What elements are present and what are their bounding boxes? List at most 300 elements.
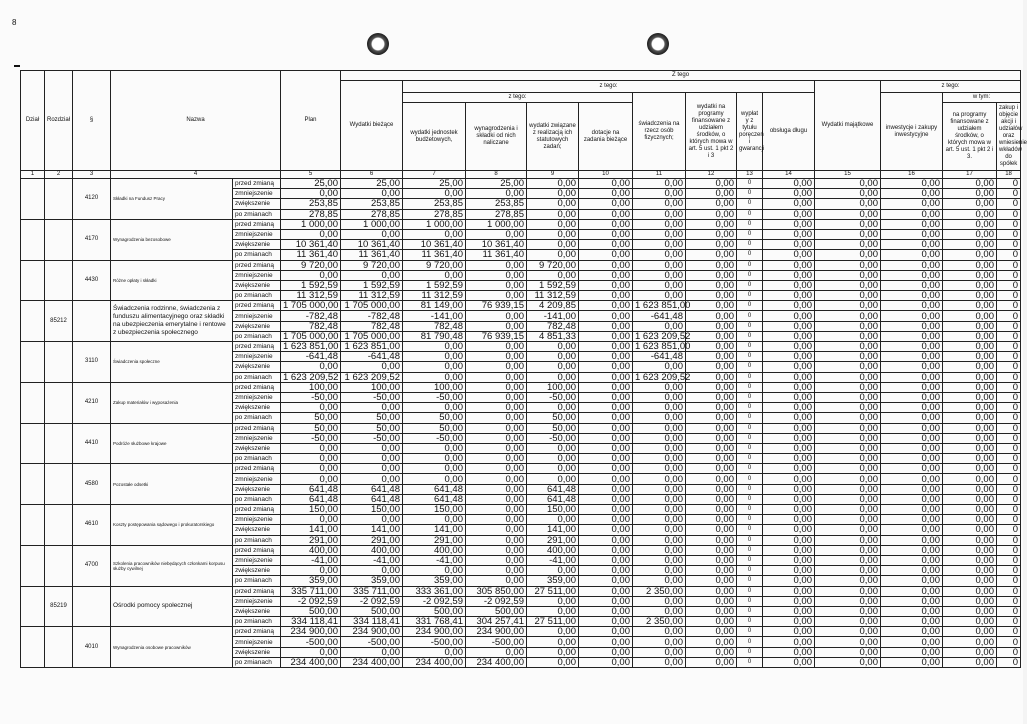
rozdzial-cell: 85212 xyxy=(45,301,73,342)
value-cell: 0 xyxy=(997,219,1021,229)
value-cell: 0,00 xyxy=(633,260,686,270)
value-cell: 0,00 xyxy=(815,535,881,545)
value-cell: 0,00 xyxy=(341,443,403,453)
value-cell: 0,00 xyxy=(579,627,633,637)
value-cell: 0,00 xyxy=(527,372,579,382)
value-cell: 0,00 xyxy=(763,301,815,311)
change-type-label: zmniejszenie xyxy=(233,515,281,525)
item-name-cell: Ośrodki pomocy społecznej xyxy=(111,586,233,627)
value-cell: 0,00 xyxy=(763,617,815,627)
value-cell: 0 xyxy=(737,321,763,331)
value-cell: 0 xyxy=(997,331,1021,341)
value-cell: 0 xyxy=(997,189,1021,199)
value-cell: 0,00 xyxy=(686,657,737,667)
value-cell: 0,00 xyxy=(579,209,633,219)
value-cell: 0,00 xyxy=(633,280,686,290)
value-cell: 0,00 xyxy=(815,443,881,453)
value-cell: 0,00 xyxy=(943,301,997,311)
change-type-label: po zmianach xyxy=(233,657,281,667)
value-cell: 0,00 xyxy=(466,484,527,494)
value-cell: 141,00 xyxy=(403,525,466,535)
change-type-label: przed zmianą xyxy=(233,219,281,229)
change-type-label: zwiększenie xyxy=(233,280,281,290)
value-cell: 0,00 xyxy=(943,433,997,443)
item-name-cell: Świadczenia rodzinne, świadczenia z funduszu alimentacyjnego oraz składki na ubezpieczenia emerytalne i rentowe z ubezpieczenia społecznego xyxy=(111,301,233,342)
value-cell: 0,00 xyxy=(881,229,943,239)
value-cell: 0,00 xyxy=(281,515,341,525)
value-cell: 0,00 xyxy=(881,464,943,474)
value-cell: 253,85 xyxy=(281,199,341,209)
value-cell: 0,00 xyxy=(686,627,737,637)
value-cell: 0,00 xyxy=(579,525,633,535)
value-cell: 0,00 xyxy=(943,260,997,270)
value-cell: 0 xyxy=(997,199,1021,209)
value-cell: 0,00 xyxy=(881,586,943,596)
value-cell: 0 xyxy=(737,189,763,199)
value-cell: 0,00 xyxy=(815,657,881,667)
value-cell: 0 xyxy=(737,331,763,341)
value-cell: 0,00 xyxy=(815,505,881,515)
value-cell: 0,00 xyxy=(763,189,815,199)
value-cell: 141,00 xyxy=(527,525,579,535)
value-cell: 0,00 xyxy=(466,525,527,535)
paragraph-cell: 4410 xyxy=(73,423,111,464)
dzial-cell xyxy=(21,260,45,301)
value-cell: 0,00 xyxy=(686,525,737,535)
value-cell: 0,00 xyxy=(763,586,815,596)
value-cell: 0,00 xyxy=(763,372,815,382)
value-cell: -41,00 xyxy=(281,555,341,565)
value-cell: 0,00 xyxy=(579,474,633,484)
value-cell: 0,00 xyxy=(881,392,943,402)
value-cell: 0,00 xyxy=(763,484,815,494)
value-cell: 0 xyxy=(737,250,763,260)
value-cell: 0 xyxy=(997,637,1021,647)
value-cell: 0,00 xyxy=(403,352,466,362)
value-cell: 278,85 xyxy=(403,209,466,219)
value-cell: 0,00 xyxy=(815,484,881,494)
value-cell: 0,00 xyxy=(579,291,633,301)
value-cell: 0 xyxy=(737,199,763,209)
col-number: 3 xyxy=(73,171,111,179)
value-cell: 0 xyxy=(997,494,1021,504)
value-cell: 0 xyxy=(737,240,763,250)
value-cell: 0 xyxy=(997,423,1021,433)
paragraph-cell xyxy=(73,586,111,627)
value-cell: 0 xyxy=(997,657,1021,667)
value-cell: 0 xyxy=(737,505,763,515)
value-cell: 0,00 xyxy=(466,505,527,515)
value-cell: 11 361,40 xyxy=(466,250,527,260)
dzial-cell xyxy=(21,382,45,423)
value-cell: 0,00 xyxy=(763,403,815,413)
value-cell: 0,00 xyxy=(881,637,943,647)
value-cell: 0,00 xyxy=(686,596,737,606)
value-cell: 0 xyxy=(737,352,763,362)
value-cell: -2 092,59 xyxy=(403,596,466,606)
value-cell: 0 xyxy=(737,342,763,352)
value-cell: 253,85 xyxy=(341,199,403,209)
value-cell: 0,00 xyxy=(686,464,737,474)
value-cell: 0,00 xyxy=(686,260,737,270)
value-cell: 81 790,48 xyxy=(403,331,466,341)
value-cell: 234 400,00 xyxy=(341,657,403,667)
value-cell: 0,00 xyxy=(466,413,527,423)
value-cell: -500,00 xyxy=(466,637,527,647)
change-type-label: przed zmianą xyxy=(233,260,281,270)
value-cell: 1 000,00 xyxy=(281,219,341,229)
value-cell: 0 xyxy=(737,179,763,189)
value-cell: 0 xyxy=(737,576,763,586)
value-cell: 0 xyxy=(737,617,763,627)
value-cell: 0,00 xyxy=(633,413,686,423)
value-cell: 0,00 xyxy=(763,443,815,453)
value-cell: 641,48 xyxy=(341,484,403,494)
value-cell: 0,00 xyxy=(579,189,633,199)
value-cell: 0,00 xyxy=(881,596,943,606)
value-cell: 0,00 xyxy=(763,280,815,290)
value-cell: 0,00 xyxy=(686,555,737,565)
value-cell: -41,00 xyxy=(527,555,579,565)
value-cell: 50,00 xyxy=(527,423,579,433)
value-cell: 0,00 xyxy=(815,189,881,199)
table-row xyxy=(21,586,1021,596)
value-cell: 0,00 xyxy=(579,566,633,576)
value-cell: 0 xyxy=(997,647,1021,657)
value-cell: 0,00 xyxy=(403,342,466,352)
dzial-cell xyxy=(21,586,45,627)
value-cell: 0,00 xyxy=(466,189,527,199)
value-cell: 0,00 xyxy=(686,413,737,423)
value-cell: 0 xyxy=(997,535,1021,545)
value-cell: 0,00 xyxy=(943,566,997,576)
value-cell: 0,00 xyxy=(466,260,527,270)
value-cell: 0,00 xyxy=(579,464,633,474)
value-cell: 0 xyxy=(997,525,1021,535)
paragraph-cell: 4170 xyxy=(73,219,111,260)
value-cell: 0,00 xyxy=(763,362,815,372)
value-cell: -641,48 xyxy=(633,352,686,362)
value-cell: 0 xyxy=(737,209,763,219)
value-cell: 0,00 xyxy=(815,606,881,616)
value-cell: 0,00 xyxy=(403,403,466,413)
rozdzial-cell xyxy=(45,505,73,546)
value-cell: 0,00 xyxy=(815,454,881,464)
value-cell: 0,00 xyxy=(579,382,633,392)
value-cell: 0,00 xyxy=(763,311,815,321)
table-row xyxy=(21,219,1021,229)
value-cell: 0 xyxy=(997,566,1021,576)
value-cell: 0,00 xyxy=(341,566,403,576)
value-cell: 0,00 xyxy=(686,545,737,555)
value-cell: 0 xyxy=(737,219,763,229)
change-type-label: przed zmianą xyxy=(233,179,281,189)
value-cell: 0,00 xyxy=(686,240,737,250)
value-cell: 0,00 xyxy=(686,403,737,413)
value-cell: 0 xyxy=(997,413,1021,423)
value-cell: 0,00 xyxy=(763,342,815,352)
header-inwestycje: inwestycje i zakupy inwestycyjne xyxy=(881,93,943,171)
value-cell: 100,00 xyxy=(281,382,341,392)
value-cell: 0 xyxy=(737,311,763,321)
value-cell: 0,00 xyxy=(633,179,686,189)
col-number: 9 xyxy=(527,171,579,179)
rozdzial-cell xyxy=(45,464,73,505)
change-type-label: zwiększenie xyxy=(233,321,281,331)
paragraph-cell: 4430 xyxy=(73,260,111,301)
value-cell: 0 xyxy=(997,382,1021,392)
value-cell: 4 209,85 xyxy=(527,301,579,311)
value-cell: 0,00 xyxy=(943,423,997,433)
value-cell: 0,00 xyxy=(815,260,881,270)
rozdzial-cell xyxy=(45,219,73,260)
value-cell: 291,00 xyxy=(403,535,466,545)
value-cell: -41,00 xyxy=(341,555,403,565)
value-cell: 0,00 xyxy=(633,443,686,453)
value-cell: 141,00 xyxy=(281,525,341,535)
value-cell: 0,00 xyxy=(686,362,737,372)
value-cell: 0,00 xyxy=(466,443,527,453)
value-cell: 1 592,59 xyxy=(281,280,341,290)
table-row xyxy=(21,545,1021,555)
value-cell: 0,00 xyxy=(943,280,997,290)
value-cell: 0,00 xyxy=(686,199,737,209)
value-cell: 500,00 xyxy=(281,606,341,616)
value-cell: 100,00 xyxy=(341,382,403,392)
item-name-cell: Pozostałe odsetki xyxy=(111,464,233,505)
rozdzial-cell xyxy=(45,342,73,383)
value-cell: 0,00 xyxy=(815,229,881,239)
header-programy-majatkowe: na programy finansowane z udziałem środków, o których mowa w art. 5 ust. 1 pkt 2 i 3. xyxy=(943,103,997,171)
value-cell: 0,00 xyxy=(466,545,527,555)
value-cell: 0,00 xyxy=(815,392,881,402)
value-cell: 10 361,40 xyxy=(341,240,403,250)
change-type-label: przed zmianą xyxy=(233,586,281,596)
value-cell: 0,00 xyxy=(579,403,633,413)
value-cell: 0,00 xyxy=(686,535,737,545)
value-cell: 0,00 xyxy=(403,566,466,576)
change-type-label: zmniejszenie xyxy=(233,433,281,443)
value-cell: 0,00 xyxy=(763,331,815,341)
value-cell: 0,00 xyxy=(633,209,686,219)
value-cell: 0,00 xyxy=(815,555,881,565)
value-cell: 0,00 xyxy=(815,311,881,321)
value-cell: 0,00 xyxy=(281,454,341,464)
value-cell: 1 623 209,52 xyxy=(281,372,341,382)
col-number: 13 xyxy=(737,171,763,179)
value-cell: 0,00 xyxy=(943,250,997,260)
value-cell: 50,00 xyxy=(281,423,341,433)
value-cell: 150,00 xyxy=(403,505,466,515)
value-cell: 0 xyxy=(737,464,763,474)
value-cell: 0,00 xyxy=(633,240,686,250)
value-cell: 0,00 xyxy=(686,576,737,586)
value-cell: 0,00 xyxy=(466,423,527,433)
value-cell: 0,00 xyxy=(686,301,737,311)
value-cell: 234 400,00 xyxy=(466,657,527,667)
value-cell: 0,00 xyxy=(943,403,997,413)
value-cell: 0 xyxy=(737,657,763,667)
value-cell: 400,00 xyxy=(341,545,403,555)
value-cell: 0,00 xyxy=(527,189,579,199)
value-cell: 0,00 xyxy=(943,606,997,616)
value-cell: 0,00 xyxy=(686,291,737,301)
value-cell: 50,00 xyxy=(281,413,341,423)
value-cell: 0,00 xyxy=(763,270,815,280)
value-cell: 0,00 xyxy=(579,179,633,189)
value-cell: 0 xyxy=(737,627,763,637)
value-cell: 0,00 xyxy=(686,270,737,280)
value-cell: 0,00 xyxy=(881,545,943,555)
value-cell: -641,48 xyxy=(341,352,403,362)
value-cell: 641,48 xyxy=(403,484,466,494)
value-cell: 0,00 xyxy=(527,362,579,372)
value-cell: 0,00 xyxy=(943,199,997,209)
value-cell: 0,00 xyxy=(943,189,997,199)
value-cell: 0,00 xyxy=(763,321,815,331)
value-cell: 0 xyxy=(997,505,1021,515)
value-cell: 0 xyxy=(737,270,763,280)
value-cell: 0,00 xyxy=(815,331,881,341)
value-cell: 0,00 xyxy=(466,555,527,565)
value-cell: 500,00 xyxy=(341,606,403,616)
value-cell: 0,00 xyxy=(943,617,997,627)
value-cell: 234 900,00 xyxy=(403,627,466,637)
value-cell: 0,00 xyxy=(579,433,633,443)
value-cell: 1 623 209,52 xyxy=(341,372,403,382)
value-cell: 0,00 xyxy=(943,352,997,362)
value-cell: 1 623 851,00 xyxy=(633,301,686,311)
value-cell: 0,00 xyxy=(943,505,997,515)
value-cell: 0,00 xyxy=(341,515,403,525)
item-name-cell: Zakup materiałów i wyposażenia xyxy=(111,382,233,423)
value-cell: 0,00 xyxy=(881,199,943,209)
value-cell: 0,00 xyxy=(943,342,997,352)
value-cell: -641,48 xyxy=(281,352,341,362)
value-cell: 0,00 xyxy=(815,352,881,362)
value-cell: -50,00 xyxy=(281,433,341,443)
header-w-tym: w tym: xyxy=(943,93,1021,103)
value-cell: 0,00 xyxy=(815,433,881,443)
value-cell: 1 592,59 xyxy=(527,280,579,290)
value-cell: 11 312,59 xyxy=(341,291,403,301)
change-type-label: zwiększenie xyxy=(233,199,281,209)
value-cell: 641,48 xyxy=(281,494,341,504)
value-cell: 0,00 xyxy=(633,454,686,464)
value-cell: 0,00 xyxy=(881,525,943,535)
value-cell: 0,00 xyxy=(633,423,686,433)
value-cell: 0 xyxy=(997,606,1021,616)
value-cell: 0 xyxy=(737,301,763,311)
value-cell: 0,00 xyxy=(763,627,815,637)
value-cell: 0,00 xyxy=(341,464,403,474)
value-cell: 0,00 xyxy=(686,250,737,260)
change-type-label: po zmianach xyxy=(233,250,281,260)
value-cell: 0 xyxy=(737,606,763,616)
value-cell: 0 xyxy=(997,484,1021,494)
value-cell: 0,00 xyxy=(633,657,686,667)
header-wydatki-jednostek: wydatki jednostek budżetowych, xyxy=(403,103,466,171)
value-cell: 0,00 xyxy=(686,280,737,290)
value-cell: 641,48 xyxy=(527,494,579,504)
value-cell: 0,00 xyxy=(466,392,527,402)
value-cell: 0,00 xyxy=(815,321,881,331)
value-cell: 0,00 xyxy=(815,219,881,229)
value-cell: 0 xyxy=(997,240,1021,250)
change-type-label: zwiększenie xyxy=(233,240,281,250)
col-number: 11 xyxy=(633,171,686,179)
value-cell: 0,00 xyxy=(881,260,943,270)
budget-table xyxy=(20,70,1027,668)
value-cell: 0 xyxy=(737,372,763,382)
change-type-label: zwiększenie xyxy=(233,443,281,453)
change-type-label: zmniejszenie xyxy=(233,311,281,321)
dzial-cell xyxy=(21,301,45,342)
value-cell: 0,00 xyxy=(881,291,943,301)
value-cell: 0,00 xyxy=(881,423,943,433)
value-cell: 0,00 xyxy=(527,352,579,362)
paragraph-cell: 4610 xyxy=(73,505,111,546)
value-cell: 0,00 xyxy=(527,627,579,637)
value-cell: 0,00 xyxy=(466,280,527,290)
value-cell: 0,00 xyxy=(633,474,686,484)
value-cell: -641,48 xyxy=(633,311,686,321)
value-cell: 0,00 xyxy=(686,474,737,484)
value-cell: 0,00 xyxy=(341,403,403,413)
col-number: 18 xyxy=(997,171,1021,179)
value-cell: -50,00 xyxy=(527,392,579,402)
value-cell: 11 361,40 xyxy=(403,250,466,260)
rozdzial-cell xyxy=(45,179,73,220)
value-cell: 278,85 xyxy=(341,209,403,219)
value-cell: 0,00 xyxy=(633,505,686,515)
value-cell: 0,00 xyxy=(527,596,579,606)
value-cell: -50,00 xyxy=(403,392,466,402)
value-cell: 0,00 xyxy=(633,219,686,229)
value-cell: 0,00 xyxy=(943,576,997,586)
value-cell: 0 xyxy=(997,576,1021,586)
value-cell: 0,00 xyxy=(943,209,997,219)
value-cell: 0,00 xyxy=(943,392,997,402)
value-cell: 0,00 xyxy=(579,647,633,657)
value-cell: 0 xyxy=(737,535,763,545)
value-cell: 0,00 xyxy=(815,647,881,657)
value-cell: 0,00 xyxy=(763,596,815,606)
value-cell: 0,00 xyxy=(881,433,943,443)
value-cell: 0,00 xyxy=(815,627,881,637)
value-cell: 0,00 xyxy=(466,454,527,464)
value-cell: 0,00 xyxy=(527,229,579,239)
value-cell: -500,00 xyxy=(403,637,466,647)
change-type-label: po zmianach xyxy=(233,331,281,341)
value-cell: 0,00 xyxy=(881,403,943,413)
value-cell: 0 xyxy=(737,423,763,433)
value-cell: 0,00 xyxy=(527,606,579,616)
value-cell: 641,48 xyxy=(527,484,579,494)
value-cell: -50,00 xyxy=(403,433,466,443)
value-cell: 0 xyxy=(737,474,763,484)
item-name-cell: Podróże służbowe krajowe xyxy=(111,423,233,464)
value-cell: 334 118,41 xyxy=(341,617,403,627)
value-cell: 0,00 xyxy=(633,494,686,504)
value-cell: 0,00 xyxy=(815,372,881,382)
value-cell: 50,00 xyxy=(403,413,466,423)
value-cell: 0,00 xyxy=(466,229,527,239)
value-cell: 0,00 xyxy=(815,515,881,525)
change-type-label: zmniejszenie xyxy=(233,229,281,239)
value-cell: -2 092,59 xyxy=(281,596,341,606)
value-cell: 150,00 xyxy=(527,505,579,515)
